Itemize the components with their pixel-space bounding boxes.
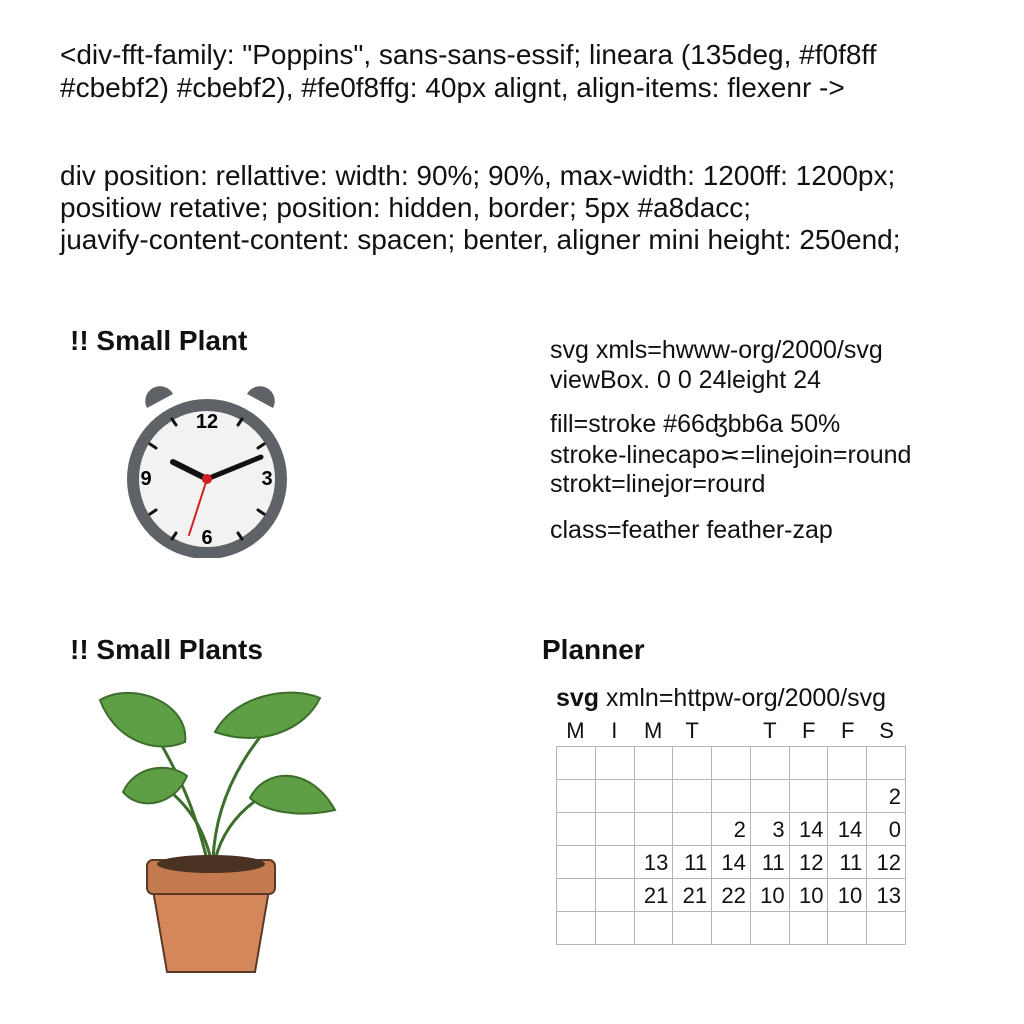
code-line: positiow retative; position: hidden, border; 5px #a8dacc; (60, 192, 752, 223)
svg-note-line: strokt=linejor=rourd (550, 470, 766, 498)
calendar-cell[interactable]: 2 (712, 813, 751, 846)
calendar-cell[interactable] (635, 780, 674, 813)
calendar-cell[interactable]: 3 (751, 813, 790, 846)
calendar-cell[interactable] (828, 747, 867, 780)
calendar-cell[interactable]: 22 (712, 879, 751, 912)
calendar-cell[interactable]: 14 (712, 846, 751, 879)
calendar-cell[interactable] (596, 879, 635, 912)
calendar-cell[interactable]: 0 (867, 813, 906, 846)
calendar-cell[interactable] (712, 747, 751, 780)
calendar-cell[interactable]: 10 (828, 879, 867, 912)
calendar-cell[interactable] (751, 747, 790, 780)
calendar-cell[interactable] (673, 813, 712, 846)
calendar-day-header: M (566, 718, 585, 743)
clock-numeral-3: 3 (261, 468, 273, 490)
calendar-cell[interactable]: 21 (673, 879, 712, 912)
calendar-cell[interactable] (790, 747, 829, 780)
calendar-cell[interactable] (790, 912, 829, 945)
calendar-cell[interactable] (557, 780, 596, 813)
clock-numeral-9: 9 (140, 468, 152, 490)
calendar-cell[interactable] (596, 747, 635, 780)
planner-calendar (556, 716, 906, 945)
calendar-cell[interactable]: 2 (867, 780, 906, 813)
calendar-cell[interactable] (751, 780, 790, 813)
calendar-cell[interactable]: 11 (828, 846, 867, 879)
calendar-cell[interactable] (673, 780, 712, 813)
calendar-cell[interactable]: 10 (751, 879, 790, 912)
calendar-day-headers (556, 716, 906, 746)
small-plants-heading: !! Small Plants (70, 634, 263, 665)
calendar-cell[interactable]: 12 (867, 846, 906, 879)
calendar-cell[interactable] (596, 813, 635, 846)
planner-code-keyword: svg (556, 684, 600, 712)
calendar-cell[interactable] (557, 747, 596, 780)
calendar-cell[interactable] (557, 846, 596, 879)
plant-leaf (100, 693, 185, 747)
calendar-cell[interactable]: 11 (751, 846, 790, 879)
clock-center-pin (202, 474, 212, 484)
svg-note-line: viewBox. 0 0 24leight 24 (550, 366, 822, 394)
calendar-cell[interactable]: 13 (867, 879, 906, 912)
calendar-cell[interactable]: 13 (635, 846, 674, 879)
planner-svg-code (556, 684, 886, 713)
calendar-day-header: T (685, 718, 699, 743)
svg-note-line: stroke-linecapo≍=linejoin=round (550, 441, 912, 469)
code-line: <div-fft-family: "Poppins", sans-sans-essif; lineara (135deg, #f0f8ff (60, 39, 877, 70)
calendar-cell[interactable]: 14 (828, 813, 867, 846)
clock-illustration (115, 378, 305, 558)
plant-leaf (215, 693, 320, 738)
calendar-cell[interactable] (596, 912, 635, 945)
planner-code-text: xmln=httpw-org/2000/svg (599, 684, 887, 712)
calendar-cell[interactable] (557, 813, 596, 846)
calendar-cell[interactable] (635, 813, 674, 846)
calendar-cell[interactable] (790, 780, 829, 813)
calendar-cell[interactable]: 12 (790, 846, 829, 879)
calendar-cell[interactable] (635, 912, 674, 945)
calendar-cell[interactable] (635, 747, 674, 780)
plant-soil (157, 855, 265, 873)
svg-note-line: fill=stroke #66ʤbb6a 50% (550, 410, 841, 438)
alarm-clock-icon (115, 378, 305, 558)
calendar-cell[interactable] (712, 912, 751, 945)
calendar-cell[interactable] (712, 780, 751, 813)
calendar-cell[interactable] (596, 780, 635, 813)
calendar-cell[interactable] (751, 912, 790, 945)
calendar-cell[interactable] (828, 780, 867, 813)
potted-plant-icon (95, 680, 345, 980)
calendar-grid (556, 746, 906, 945)
calendar-day-header: F (802, 718, 816, 743)
plant-pot (153, 890, 269, 972)
svg-note-line: class=feather feather-zap (550, 516, 833, 544)
calendar-cell[interactable] (596, 846, 635, 879)
calendar-cell[interactable] (557, 879, 596, 912)
calendar-day-header (712, 716, 751, 746)
calendar-cell[interactable]: 21 (635, 879, 674, 912)
calendar-cell[interactable]: 14 (790, 813, 829, 846)
calendar-cell[interactable] (557, 912, 596, 945)
calendar-cell[interactable] (867, 747, 906, 780)
calendar-cell[interactable]: 10 (790, 879, 829, 912)
calendar-cell[interactable]: 11 (673, 846, 712, 879)
code-line: juavify-content-content: spacen; benter, aligner mini height: 250end; (60, 224, 901, 255)
clock-bell-right (247, 386, 275, 408)
calendar-cell[interactable] (867, 912, 906, 945)
planner-heading: Planner (542, 634, 645, 665)
calendar-cell[interactable] (673, 912, 712, 945)
calendar-day-header: F (840, 718, 855, 743)
code-text-block-2 (60, 160, 901, 256)
potted-plant-illustration (95, 680, 345, 980)
calendar-day-header: M (644, 718, 663, 743)
calendar-day-header: T (763, 718, 777, 743)
calendar-cell[interactable] (828, 912, 867, 945)
code-line: #cbebf2) #cbebf2), #fe0f8ffg: 40px alignt, align-items: flexenr -> (60, 72, 845, 103)
small-plant-heading: !! Small Plant (70, 325, 248, 356)
calendar-day-header: I (611, 718, 618, 743)
calendar-day-header: S (879, 718, 894, 743)
calendar-cell[interactable] (673, 747, 712, 780)
code-text-block-1 (60, 38, 876, 104)
svg-note-line: svg xmls=hwww-org/2000/svg (550, 336, 883, 364)
clock-bell-left (145, 386, 173, 408)
clock-numeral-12: 12 (195, 411, 219, 433)
plant-leaf (250, 776, 335, 814)
clock-numeral-6: 6 (201, 527, 213, 549)
code-line: div position: rellattive: width: 90%; 90%, max-width: 1200ff: 1200px; (60, 160, 896, 191)
